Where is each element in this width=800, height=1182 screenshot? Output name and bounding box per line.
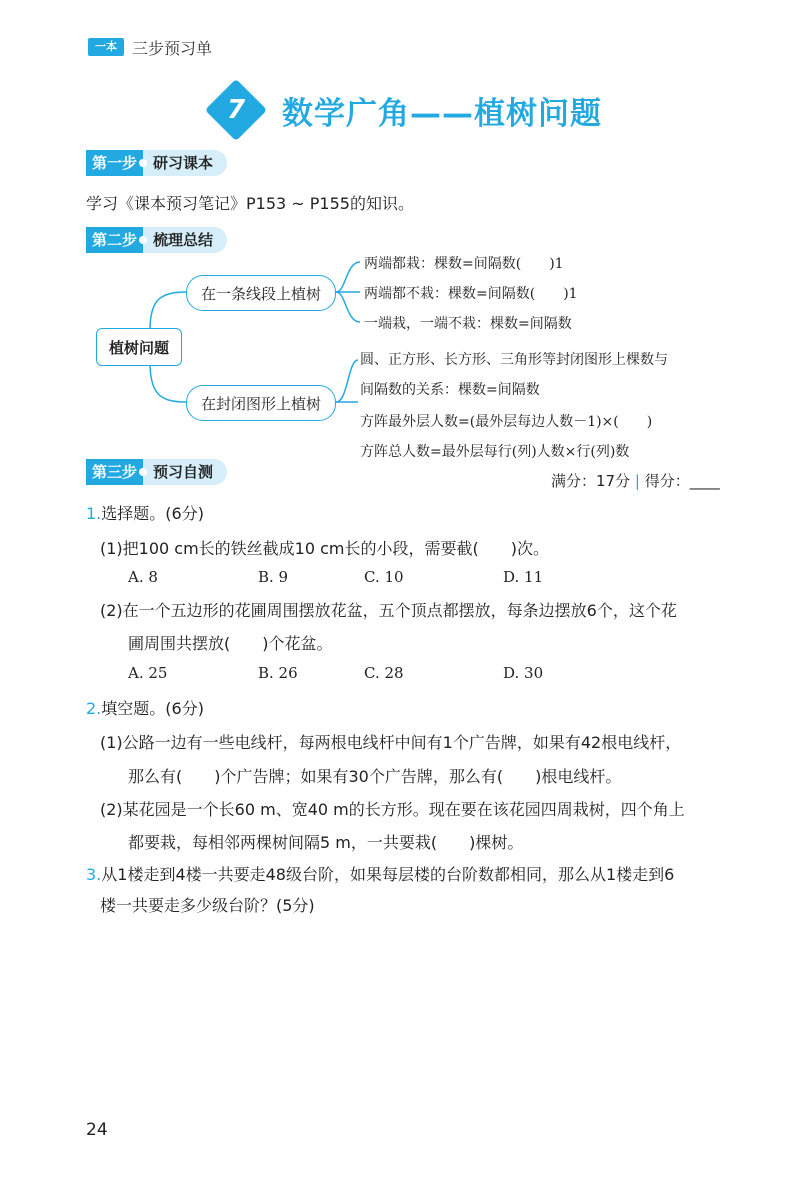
brand-name: 三步预习单 bbox=[132, 39, 213, 58]
question-number: 3. bbox=[86, 865, 102, 884]
step2-tag: 第二步 bbox=[86, 227, 143, 253]
step1-tag: 第一步 bbox=[86, 150, 143, 176]
mindmap-item: 方阵总人数=最外层每行(列)人数×行(列)数 bbox=[360, 444, 630, 460]
score-line bbox=[551, 470, 720, 491]
mindmap-item: 两端都不栽：棵数=间隔数( )1 bbox=[364, 286, 578, 302]
option-c: C. 10 bbox=[364, 568, 404, 586]
mindmap-item: 两端都栽：棵数=间隔数( )1 bbox=[364, 256, 564, 272]
brand-logo: 一本 bbox=[88, 38, 124, 56]
question-title: 选择题。(6分) bbox=[101, 504, 204, 523]
page-title: 数学广角——植树问题 bbox=[282, 96, 602, 132]
step3-name: 预习自测 bbox=[143, 459, 227, 485]
option-c: C. 28 bbox=[364, 664, 404, 682]
question-1-2-text: (2)在一个五边形的花圃周围摆放花盆，五个顶点都摆放，每条边摆放6个，这个花 bbox=[100, 601, 677, 620]
question-2-1-text-cont: 那么有( )个广告牌；如果有30个广告牌，那么有( )根电线杆。 bbox=[128, 767, 622, 786]
mindmap-connectors bbox=[0, 0, 800, 480]
page-number: 24 bbox=[86, 1120, 108, 1140]
score-separator: | bbox=[634, 472, 640, 490]
option-a: A. 8 bbox=[128, 568, 158, 586]
question-3-text bbox=[86, 862, 674, 885]
question-2-1-text: (1)公路一边有一些电线杆，每两根电线杆中间有1个广告牌，如果有42根电线杆， bbox=[100, 733, 682, 752]
chapter-number: 7 bbox=[226, 95, 246, 125]
step2-name: 梳理总结 bbox=[143, 227, 227, 253]
question-2-2-text: (2)某花园是一个长60 m、宽40 m的长方形。现在要在该花园四周栽树，四个角上 bbox=[100, 800, 685, 819]
question-1-2-text-cont: 圃周围共摆放( )个花盆。 bbox=[128, 634, 333, 653]
question-3-text-cont: 楼一共要走多少级台阶？(5分) bbox=[100, 896, 315, 915]
option-a: A. 25 bbox=[128, 664, 168, 682]
question-title: 填空题。(6分) bbox=[101, 699, 204, 718]
question-number: 1. bbox=[86, 504, 102, 523]
option-d: D. 11 bbox=[503, 568, 544, 586]
mindmap-item: 方阵最外层人数=(最外层每边人数－1)×( ) bbox=[360, 414, 653, 430]
question-2-2-text-cont: 都要栽，每相邻两棵树间隔5 m，一共要栽( )棵树。 bbox=[128, 833, 524, 852]
mindmap-branch-closed-shape: 在封闭图形上植树 bbox=[186, 385, 336, 421]
option-b: B. 26 bbox=[258, 664, 298, 682]
mindmap-branch-line-segment: 在一条线段上植树 bbox=[186, 275, 336, 311]
score-full: 满分：17分 bbox=[551, 472, 631, 490]
option-b: B. 9 bbox=[258, 568, 289, 586]
step1-name: 研习课本 bbox=[143, 150, 227, 176]
mindmap-item: 间隔数的关系：棵数=间隔数 bbox=[360, 382, 540, 398]
mindmap-root: 植树问题 bbox=[96, 328, 182, 366]
mindmap-item: 圆、正方形、长方形、三角形等封闭图形上棵数与 bbox=[360, 352, 668, 368]
question-1-title bbox=[86, 501, 204, 524]
question-text: 从1楼走到4楼一共要走48级台阶，如果每层楼的台阶数都相同，那么从1楼走到6 bbox=[101, 865, 675, 884]
step3-header bbox=[86, 459, 227, 485]
question-1-1-text: (1)把100 cm长的铁丝截成10 cm长的小段，需要截( )次。 bbox=[100, 539, 549, 558]
step3-tag: 第三步 bbox=[86, 459, 143, 485]
step1-content: 学习《课本预习笔记》P153 ~ P155的知识。 bbox=[86, 194, 414, 213]
question-2-title bbox=[86, 696, 204, 719]
mindmap-item: 一端栽，一端不栽：棵数=间隔数 bbox=[364, 316, 572, 332]
score-obtained: 得分：____ bbox=[644, 472, 720, 490]
question-number: 2. bbox=[86, 699, 102, 718]
option-d: D. 30 bbox=[503, 664, 544, 682]
